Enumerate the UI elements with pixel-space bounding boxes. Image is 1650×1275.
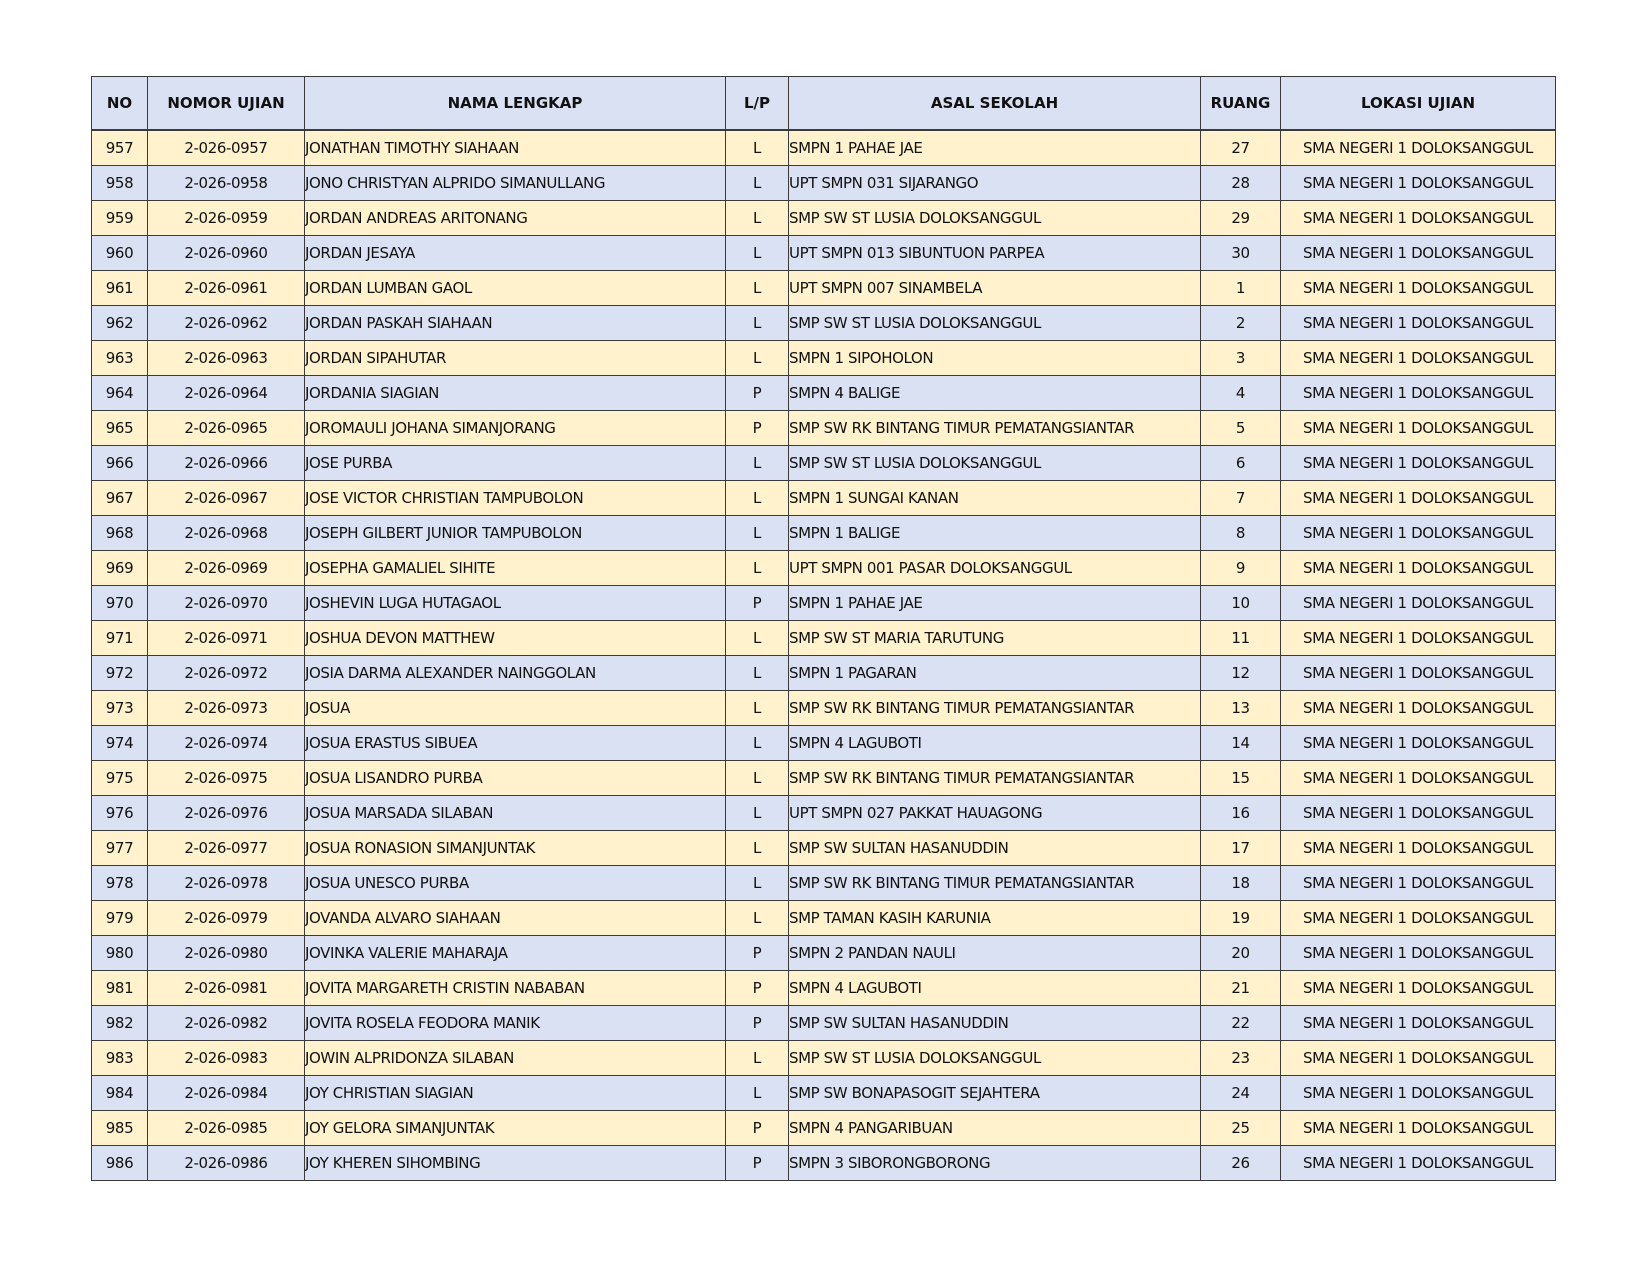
cell-ruang: 25 (1201, 1111, 1281, 1146)
cell-asal-sekolah: SMP TAMAN KASIH KARUNIA (789, 901, 1201, 936)
cell-lp: P (726, 1111, 789, 1146)
cell-lokasi-ujian: SMA NEGERI 1 DOLOKSANGGUL (1281, 306, 1556, 341)
cell-nama-lengkap: JORDAN LUMBAN GAOL (305, 271, 726, 306)
cell-lokasi-ujian: SMA NEGERI 1 DOLOKSANGGUL (1281, 481, 1556, 516)
cell-ruang: 12 (1201, 656, 1281, 691)
cell-nomor-ujian: 2-026-0975 (148, 761, 305, 796)
cell-no: 962 (92, 306, 148, 341)
cell-lokasi-ujian: SMA NEGERI 1 DOLOKSANGGUL (1281, 411, 1556, 446)
cell-nomor-ujian: 2-026-0967 (148, 481, 305, 516)
cell-lokasi-ujian: SMA NEGERI 1 DOLOKSANGGUL (1281, 1006, 1556, 1041)
header-row (92, 77, 1556, 131)
cell-nomor-ujian: 2-026-0973 (148, 691, 305, 726)
cell-lokasi-ujian: SMA NEGERI 1 DOLOKSANGGUL (1281, 1111, 1556, 1146)
cell-nomor-ujian: 2-026-0985 (148, 1111, 305, 1146)
cell-ruang: 6 (1201, 446, 1281, 481)
cell-asal-sekolah: UPT SMPN 027 PAKKAT HAUAGONG (789, 796, 1201, 831)
table-row (92, 306, 1556, 341)
cell-lp: L (726, 166, 789, 201)
cell-asal-sekolah: SMP SW RK BINTANG TIMUR PEMATANGSIANTAR (789, 691, 1201, 726)
cell-no: 976 (92, 796, 148, 831)
cell-asal-sekolah: SMPN 1 PAGARAN (789, 656, 1201, 691)
cell-no: 977 (92, 831, 148, 866)
cell-lp: P (726, 1006, 789, 1041)
cell-asal-sekolah: SMPN 1 BALIGE (789, 516, 1201, 551)
cell-lokasi-ujian: SMA NEGERI 1 DOLOKSANGGUL (1281, 1146, 1556, 1181)
header-nama-lengkap: NAMA LENGKAP (305, 77, 726, 131)
cell-lokasi-ujian: SMA NEGERI 1 DOLOKSANGGUL (1281, 166, 1556, 201)
cell-no: 980 (92, 936, 148, 971)
header-no: NO (92, 77, 148, 131)
cell-asal-sekolah: SMPN 4 LAGUBOTI (789, 726, 1201, 761)
cell-lp: L (726, 1041, 789, 1076)
cell-ruang: 3 (1201, 341, 1281, 376)
cell-lp: P (726, 586, 789, 621)
header-lp: L/P (726, 77, 789, 131)
cell-ruang: 24 (1201, 1076, 1281, 1111)
cell-ruang: 26 (1201, 1146, 1281, 1181)
cell-no: 963 (92, 341, 148, 376)
cell-nomor-ujian: 2-026-0966 (148, 446, 305, 481)
cell-lp: P (726, 936, 789, 971)
cell-lp: L (726, 1076, 789, 1111)
table-row (92, 236, 1556, 271)
cell-lp: L (726, 691, 789, 726)
table-row (92, 1076, 1556, 1111)
cell-lokasi-ujian: SMA NEGERI 1 DOLOKSANGGUL (1281, 446, 1556, 481)
cell-asal-sekolah: SMP SW ST LUSIA DOLOKSANGGUL (789, 201, 1201, 236)
cell-lp: L (726, 551, 789, 586)
table-row (92, 341, 1556, 376)
cell-ruang: 16 (1201, 796, 1281, 831)
cell-no: 979 (92, 901, 148, 936)
cell-nama-lengkap: JOSUA LISANDRO PURBA (305, 761, 726, 796)
cell-nama-lengkap: JOVITA MARGARETH CRISTIN NABABAN (305, 971, 726, 1006)
cell-lokasi-ujian: SMA NEGERI 1 DOLOKSANGGUL (1281, 586, 1556, 621)
cell-lp: P (726, 376, 789, 411)
cell-nama-lengkap: JORDAN ANDREAS ARITONANG (305, 201, 726, 236)
cell-lokasi-ujian: SMA NEGERI 1 DOLOKSANGGUL (1281, 1041, 1556, 1076)
cell-lp: P (726, 971, 789, 1006)
cell-lp: L (726, 621, 789, 656)
cell-nomor-ujian: 2-026-0977 (148, 831, 305, 866)
cell-ruang: 13 (1201, 691, 1281, 726)
table-row (92, 411, 1556, 446)
cell-asal-sekolah: SMP SW ST MARIA TARUTUNG (789, 621, 1201, 656)
table-row (92, 726, 1556, 761)
cell-asal-sekolah: UPT SMPN 001 PASAR DOLOKSANGGUL (789, 551, 1201, 586)
cell-lokasi-ujian: SMA NEGERI 1 DOLOKSANGGUL (1281, 656, 1556, 691)
cell-lokasi-ujian: SMA NEGERI 1 DOLOKSANGGUL (1281, 971, 1556, 1006)
cell-no: 961 (92, 271, 148, 306)
cell-nomor-ujian: 2-026-0960 (148, 236, 305, 271)
cell-lokasi-ujian: SMA NEGERI 1 DOLOKSANGGUL (1281, 236, 1556, 271)
cell-lokasi-ujian: SMA NEGERI 1 DOLOKSANGGUL (1281, 130, 1556, 166)
cell-nama-lengkap: JOSUA (305, 691, 726, 726)
table-row (92, 796, 1556, 831)
cell-nama-lengkap: JOVITA ROSELA FEODORA MANIK (305, 1006, 726, 1041)
cell-lp: L (726, 866, 789, 901)
cell-ruang: 1 (1201, 271, 1281, 306)
table-row (92, 130, 1556, 166)
cell-no: 973 (92, 691, 148, 726)
cell-ruang: 5 (1201, 411, 1281, 446)
exam-participant-table (91, 76, 1556, 1181)
cell-nomor-ujian: 2-026-0978 (148, 866, 305, 901)
cell-asal-sekolah: SMPN 1 PAHAE JAE (789, 586, 1201, 621)
header-ruang: RUANG (1201, 77, 1281, 131)
cell-lp: L (726, 201, 789, 236)
cell-no: 974 (92, 726, 148, 761)
cell-no: 965 (92, 411, 148, 446)
cell-lokasi-ujian: SMA NEGERI 1 DOLOKSANGGUL (1281, 201, 1556, 236)
cell-asal-sekolah: SMPN 4 BALIGE (789, 376, 1201, 411)
cell-lokasi-ujian: SMA NEGERI 1 DOLOKSANGGUL (1281, 341, 1556, 376)
cell-asal-sekolah: SMP SW RK BINTANG TIMUR PEMATANGSIANTAR (789, 761, 1201, 796)
cell-asal-sekolah: SMP SW SULTAN HASANUDDIN (789, 1006, 1201, 1041)
cell-asal-sekolah: SMPN 2 PANDAN NAULI (789, 936, 1201, 971)
cell-nama-lengkap: JOSHUA DEVON MATTHEW (305, 621, 726, 656)
table-row (92, 831, 1556, 866)
cell-lp: P (726, 1146, 789, 1181)
cell-ruang: 30 (1201, 236, 1281, 271)
cell-no: 960 (92, 236, 148, 271)
table-row (92, 1146, 1556, 1181)
cell-nomor-ujian: 2-026-0986 (148, 1146, 305, 1181)
cell-ruang: 8 (1201, 516, 1281, 551)
cell-no: 985 (92, 1111, 148, 1146)
cell-no: 969 (92, 551, 148, 586)
cell-nama-lengkap: JOSUA MARSADA SILABAN (305, 796, 726, 831)
cell-nama-lengkap: JOSUA ERASTUS SIBUEA (305, 726, 726, 761)
cell-lokasi-ujian: SMA NEGERI 1 DOLOKSANGGUL (1281, 936, 1556, 971)
cell-lp: L (726, 656, 789, 691)
cell-asal-sekolah: SMP SW BONAPASOGIT SEJAHTERA (789, 1076, 1201, 1111)
header-asal-sekolah: ASAL SEKOLAH (789, 77, 1201, 131)
cell-asal-sekolah: SMP SW RK BINTANG TIMUR PEMATANGSIANTAR (789, 866, 1201, 901)
cell-no: 967 (92, 481, 148, 516)
cell-nomor-ujian: 2-026-0976 (148, 796, 305, 831)
cell-lokasi-ujian: SMA NEGERI 1 DOLOKSANGGUL (1281, 1076, 1556, 1111)
cell-nomor-ujian: 2-026-0962 (148, 306, 305, 341)
cell-lokasi-ujian: SMA NEGERI 1 DOLOKSANGGUL (1281, 516, 1556, 551)
cell-nama-lengkap: JOSEPH GILBERT JUNIOR TAMPUBOLON (305, 516, 726, 551)
table-row (92, 551, 1556, 586)
cell-no: 971 (92, 621, 148, 656)
cell-ruang: 14 (1201, 726, 1281, 761)
cell-ruang: 17 (1201, 831, 1281, 866)
cell-no: 958 (92, 166, 148, 201)
cell-lokasi-ujian: SMA NEGERI 1 DOLOKSANGGUL (1281, 726, 1556, 761)
cell-nama-lengkap: JOVINKA VALERIE MAHARAJA (305, 936, 726, 971)
cell-lp: L (726, 130, 789, 166)
cell-ruang: 23 (1201, 1041, 1281, 1076)
cell-asal-sekolah: SMPN 1 PAHAE JAE (789, 130, 1201, 166)
cell-no: 978 (92, 866, 148, 901)
cell-nomor-ujian: 2-026-0963 (148, 341, 305, 376)
table-row (92, 971, 1556, 1006)
cell-ruang: 21 (1201, 971, 1281, 1006)
cell-lokasi-ujian: SMA NEGERI 1 DOLOKSANGGUL (1281, 796, 1556, 831)
cell-nomor-ujian: 2-026-0972 (148, 656, 305, 691)
cell-asal-sekolah: SMPN 3 SIBORONGBORONG (789, 1146, 1201, 1181)
cell-ruang: 22 (1201, 1006, 1281, 1041)
cell-nama-lengkap: JONATHAN TIMOTHY SIAHAAN (305, 130, 726, 166)
cell-asal-sekolah: UPT SMPN 013 SIBUNTUON PARPEA (789, 236, 1201, 271)
cell-nomor-ujian: 2-026-0979 (148, 901, 305, 936)
cell-lp: L (726, 306, 789, 341)
cell-nama-lengkap: JONO CHRISTYAN ALPRIDO SIMANULLANG (305, 166, 726, 201)
table-row (92, 691, 1556, 726)
cell-no: 975 (92, 761, 148, 796)
table-row (92, 901, 1556, 936)
table-row (92, 166, 1556, 201)
table-body (92, 130, 1556, 1181)
cell-ruang: 20 (1201, 936, 1281, 971)
cell-lokasi-ujian: SMA NEGERI 1 DOLOKSANGGUL (1281, 691, 1556, 726)
cell-lokasi-ujian: SMA NEGERI 1 DOLOKSANGGUL (1281, 901, 1556, 936)
cell-nomor-ujian: 2-026-0980 (148, 936, 305, 971)
cell-asal-sekolah: SMP SW SULTAN HASANUDDIN (789, 831, 1201, 866)
table-row (92, 516, 1556, 551)
cell-nomor-ujian: 2-026-0984 (148, 1076, 305, 1111)
cell-lp: L (726, 271, 789, 306)
table-row (92, 1111, 1556, 1146)
cell-asal-sekolah: UPT SMPN 007 SINAMBELA (789, 271, 1201, 306)
cell-lokasi-ujian: SMA NEGERI 1 DOLOKSANGGUL (1281, 376, 1556, 411)
cell-lokasi-ujian: SMA NEGERI 1 DOLOKSANGGUL (1281, 271, 1556, 306)
cell-nama-lengkap: JORDAN SIPAHUTAR (305, 341, 726, 376)
cell-lp: L (726, 236, 789, 271)
cell-lokasi-ujian: SMA NEGERI 1 DOLOKSANGGUL (1281, 761, 1556, 796)
cell-lokasi-ujian: SMA NEGERI 1 DOLOKSANGGUL (1281, 551, 1556, 586)
table-row (92, 761, 1556, 796)
table-row (92, 621, 1556, 656)
cell-asal-sekolah: SMPN 1 SUNGAI KANAN (789, 481, 1201, 516)
cell-no: 983 (92, 1041, 148, 1076)
cell-ruang: 18 (1201, 866, 1281, 901)
cell-nama-lengkap: JORDAN PASKAH SIAHAAN (305, 306, 726, 341)
cell-no: 959 (92, 201, 148, 236)
cell-nama-lengkap: JOSIA DARMA ALEXANDER NAINGGOLAN (305, 656, 726, 691)
cell-no: 964 (92, 376, 148, 411)
cell-nama-lengkap: JOY CHRISTIAN SIAGIAN (305, 1076, 726, 1111)
table-row (92, 936, 1556, 971)
cell-ruang: 11 (1201, 621, 1281, 656)
cell-nomor-ujian: 2-026-0971 (148, 621, 305, 656)
header-lokasi-ujian: LOKASI UJIAN (1281, 77, 1556, 131)
table-row (92, 656, 1556, 691)
cell-asal-sekolah: SMP SW RK BINTANG TIMUR PEMATANGSIANTAR (789, 411, 1201, 446)
table-row (92, 376, 1556, 411)
cell-ruang: 28 (1201, 166, 1281, 201)
cell-ruang: 27 (1201, 130, 1281, 166)
table-row (92, 1006, 1556, 1041)
cell-nomor-ujian: 2-026-0981 (148, 971, 305, 1006)
cell-nama-lengkap: JOSE VICTOR CHRISTIAN TAMPUBOLON (305, 481, 726, 516)
table-header (92, 77, 1556, 131)
cell-lokasi-ujian: SMA NEGERI 1 DOLOKSANGGUL (1281, 866, 1556, 901)
cell-ruang: 19 (1201, 901, 1281, 936)
cell-nama-lengkap: JOWIN ALPRIDONZA SILABAN (305, 1041, 726, 1076)
cell-nomor-ujian: 2-026-0982 (148, 1006, 305, 1041)
cell-nomor-ujian: 2-026-0959 (148, 201, 305, 236)
cell-lp: L (726, 796, 789, 831)
cell-lp: L (726, 901, 789, 936)
cell-ruang: 29 (1201, 201, 1281, 236)
table-row (92, 446, 1556, 481)
cell-asal-sekolah: SMPN 4 PANGARIBUAN (789, 1111, 1201, 1146)
cell-nama-lengkap: JOVANDA ALVARO SIAHAAN (305, 901, 726, 936)
cell-no: 970 (92, 586, 148, 621)
cell-nomor-ujian: 2-026-0957 (148, 130, 305, 166)
cell-nomor-ujian: 2-026-0964 (148, 376, 305, 411)
header-nomor-ujian: NOMOR UJIAN (148, 77, 305, 131)
cell-nomor-ujian: 2-026-0969 (148, 551, 305, 586)
cell-nama-lengkap: JOSUA RONASION SIMANJUNTAK (305, 831, 726, 866)
cell-asal-sekolah: SMP SW ST LUSIA DOLOKSANGGUL (789, 446, 1201, 481)
cell-ruang: 4 (1201, 376, 1281, 411)
cell-asal-sekolah: SMP SW ST LUSIA DOLOKSANGGUL (789, 1041, 1201, 1076)
cell-ruang: 9 (1201, 551, 1281, 586)
cell-asal-sekolah: UPT SMPN 031 SIJARANGO (789, 166, 1201, 201)
cell-ruang: 15 (1201, 761, 1281, 796)
table-row (92, 201, 1556, 236)
cell-no: 982 (92, 1006, 148, 1041)
cell-nomor-ujian: 2-026-0965 (148, 411, 305, 446)
cell-nomor-ujian: 2-026-0958 (148, 166, 305, 201)
cell-no: 972 (92, 656, 148, 691)
cell-nomor-ujian: 2-026-0961 (148, 271, 305, 306)
cell-asal-sekolah: SMPN 1 SIPOHOLON (789, 341, 1201, 376)
cell-lp: L (726, 726, 789, 761)
table-row (92, 481, 1556, 516)
cell-no: 966 (92, 446, 148, 481)
cell-lp: L (726, 831, 789, 866)
cell-ruang: 2 (1201, 306, 1281, 341)
cell-nama-lengkap: JOSEPHA GAMALIEL SIHITE (305, 551, 726, 586)
cell-nama-lengkap: JOY KHEREN SIHOMBING (305, 1146, 726, 1181)
table-row (92, 1041, 1556, 1076)
cell-asal-sekolah: SMP SW ST LUSIA DOLOKSANGGUL (789, 306, 1201, 341)
cell-nomor-ujian: 2-026-0974 (148, 726, 305, 761)
cell-no: 981 (92, 971, 148, 1006)
cell-nomor-ujian: 2-026-0968 (148, 516, 305, 551)
cell-nama-lengkap: JOSHEVIN LUGA HUTAGAOL (305, 586, 726, 621)
cell-lokasi-ujian: SMA NEGERI 1 DOLOKSANGGUL (1281, 621, 1556, 656)
cell-ruang: 10 (1201, 586, 1281, 621)
cell-lp: L (726, 446, 789, 481)
cell-lp: L (726, 516, 789, 551)
cell-no: 984 (92, 1076, 148, 1111)
cell-lokasi-ujian: SMA NEGERI 1 DOLOKSANGGUL (1281, 831, 1556, 866)
cell-no: 957 (92, 130, 148, 166)
cell-nama-lengkap: JOROMAULI JOHANA SIMANJORANG (305, 411, 726, 446)
cell-nama-lengkap: JOY GELORA SIMANJUNTAK (305, 1111, 726, 1146)
cell-lp: L (726, 341, 789, 376)
table-row (92, 866, 1556, 901)
cell-lp: P (726, 411, 789, 446)
cell-asal-sekolah: SMPN 4 LAGUBOTI (789, 971, 1201, 1006)
cell-lp: L (726, 481, 789, 516)
cell-nomor-ujian: 2-026-0970 (148, 586, 305, 621)
cell-no: 968 (92, 516, 148, 551)
cell-nama-lengkap: JORDAN JESAYA (305, 236, 726, 271)
cell-ruang: 7 (1201, 481, 1281, 516)
table-row (92, 586, 1556, 621)
cell-nomor-ujian: 2-026-0983 (148, 1041, 305, 1076)
cell-no: 986 (92, 1146, 148, 1181)
cell-lp: L (726, 761, 789, 796)
cell-nama-lengkap: JORDANIA SIAGIAN (305, 376, 726, 411)
table-row (92, 271, 1556, 306)
cell-nama-lengkap: JOSUA UNESCO PURBA (305, 866, 726, 901)
cell-nama-lengkap: JOSE PURBA (305, 446, 726, 481)
